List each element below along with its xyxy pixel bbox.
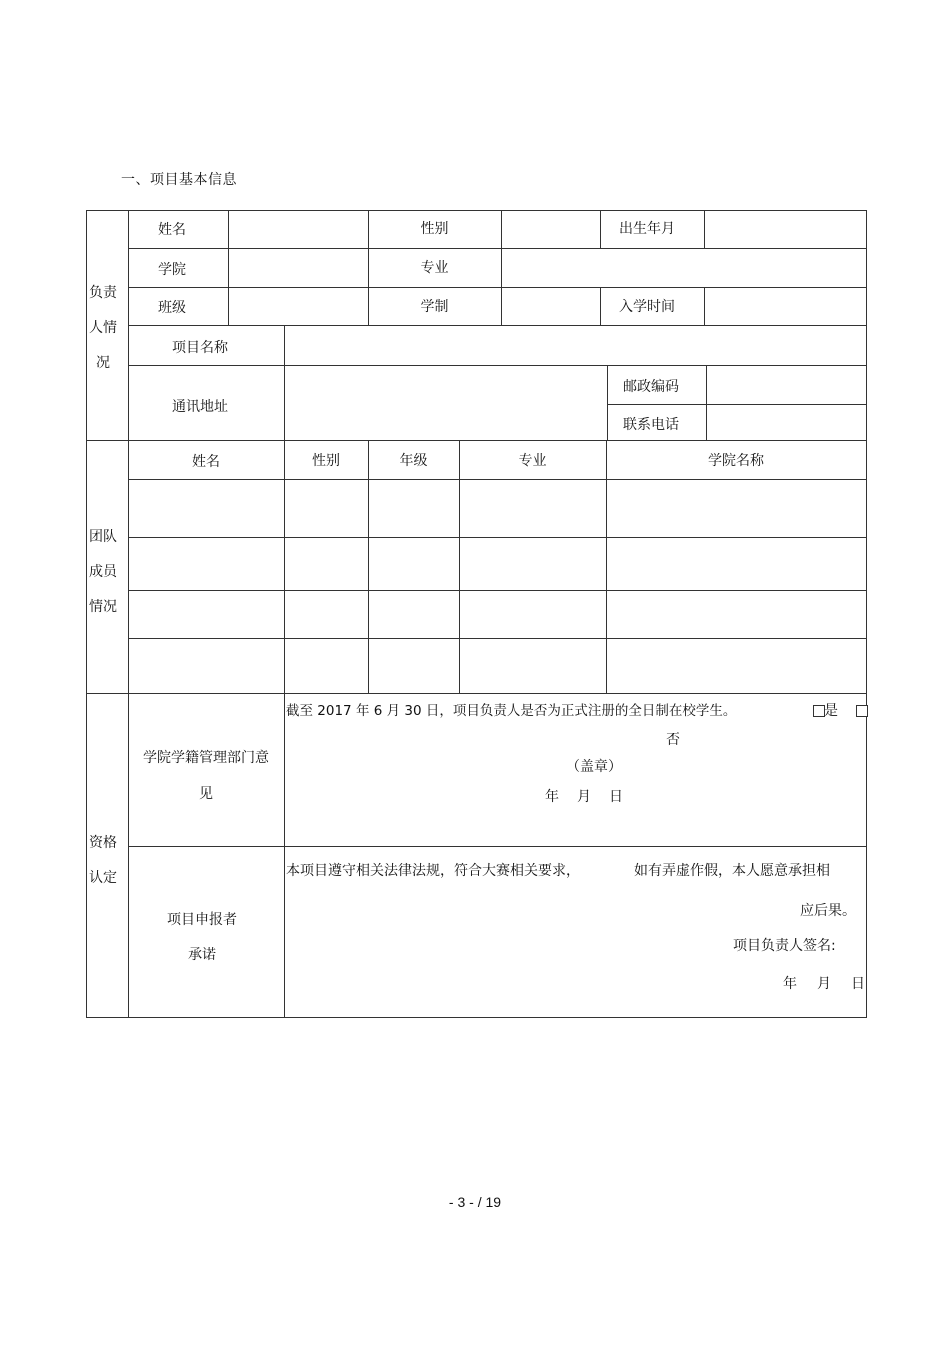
- team-member-row[interactable]: [129, 591, 866, 638]
- pledge-label-line: 承诺: [188, 947, 216, 963]
- signature-field[interactable]: [845, 936, 865, 956]
- postcode-field[interactable]: [707, 366, 866, 404]
- leader-gender-label: 性别: [420, 221, 449, 237]
- no-checkbox[interactable]: [856, 705, 868, 717]
- postcode-label: 邮政编码: [623, 379, 679, 395]
- team-member-row[interactable]: [129, 639, 866, 693]
- team-group-label-line: 团队: [89, 529, 117, 545]
- team-column-header: 性别: [312, 453, 340, 469]
- pledge-label-line: 项目申报者: [167, 912, 237, 928]
- leader-college-label: 学院: [158, 262, 186, 278]
- pledge-date-label: 年 月 日: [783, 976, 868, 992]
- leader-duration-label: 学制: [420, 299, 449, 315]
- team-column-header: 姓名: [192, 454, 220, 470]
- registry-date-label: 年 月 日: [545, 789, 625, 805]
- table-rule: [600, 287, 601, 326]
- leader-name-label: 姓名: [158, 222, 186, 238]
- leader-college-field[interactable]: [229, 249, 368, 287]
- leader-group-label-line: 负责: [89, 285, 117, 301]
- team-group-label-line: 情况: [89, 599, 117, 615]
- team-member-row[interactable]: [129, 480, 866, 537]
- pledge-text-end: 应后果。: [800, 903, 856, 919]
- table-rule: [128, 846, 867, 847]
- team-column-header: 年级: [399, 453, 428, 469]
- leader-name-field[interactable]: [229, 211, 368, 248]
- project-name-field[interactable]: [285, 326, 866, 365]
- page-number: - 3 - / 19: [448, 1194, 502, 1210]
- table-rule: [284, 693, 285, 1018]
- table-rule: [86, 440, 867, 441]
- leader-birth-label: 出生年月: [619, 221, 675, 237]
- registry-label-line: 学院学籍管理部门意: [143, 750, 269, 766]
- team-column-header: 学院名称: [708, 453, 764, 469]
- table-rule: [600, 210, 601, 249]
- leader-enroll-label: 入学时间: [619, 299, 675, 315]
- table-rule: [86, 210, 87, 1018]
- address-label: 通讯地址: [172, 399, 228, 415]
- pledge-text: 本项目遵守相关法律法规，符合大赛相关要求，: [286, 863, 580, 879]
- team-member-row[interactable]: [129, 538, 866, 590]
- yes-option-label: 是: [824, 703, 838, 719]
- leader-group-label-line: 人情: [89, 320, 117, 336]
- phone-field[interactable]: [707, 405, 866, 440]
- qualification-group-label-line: 认定: [89, 870, 117, 886]
- phone-label: 联系电话: [623, 417, 679, 433]
- leader-class-field[interactable]: [229, 288, 368, 325]
- project-name-label: 项目名称: [172, 340, 228, 356]
- leader-birth-field[interactable]: [705, 211, 866, 248]
- seal-label: （盖章）: [566, 759, 622, 775]
- team-group-label-line: 成员: [89, 564, 117, 580]
- signature-label: 项目负责人签名:: [733, 938, 836, 954]
- section-title: 一、项目基本信息: [121, 172, 237, 188]
- table-rule: [607, 365, 608, 441]
- leader-gender-field[interactable]: [502, 211, 600, 248]
- team-column-header: 专业: [518, 453, 547, 469]
- leader-duration-field[interactable]: [502, 288, 600, 325]
- table-rule: [866, 210, 867, 1018]
- table-rule: [86, 1017, 867, 1018]
- leader-enroll-field[interactable]: [705, 288, 866, 325]
- pledge-text-continued: 如有弄虚作假，本人愿意承担相: [634, 863, 830, 879]
- leader-major-field[interactable]: [502, 249, 866, 287]
- registry-statement: 截至 2017 年 6 月 30 日，项目负责人是否为正式注册的全日制在校学生。: [286, 703, 737, 719]
- leader-major-label: 专业: [420, 260, 449, 276]
- leader-class-label: 班级: [158, 300, 186, 316]
- qualification-group-label-line: 资格: [89, 835, 117, 851]
- table-rule: [86, 693, 867, 694]
- registry-label-line: 见: [199, 786, 213, 802]
- no-option-label: 否: [666, 732, 680, 748]
- leader-group-label-line: 况: [96, 355, 110, 371]
- address-field[interactable]: [285, 366, 607, 440]
